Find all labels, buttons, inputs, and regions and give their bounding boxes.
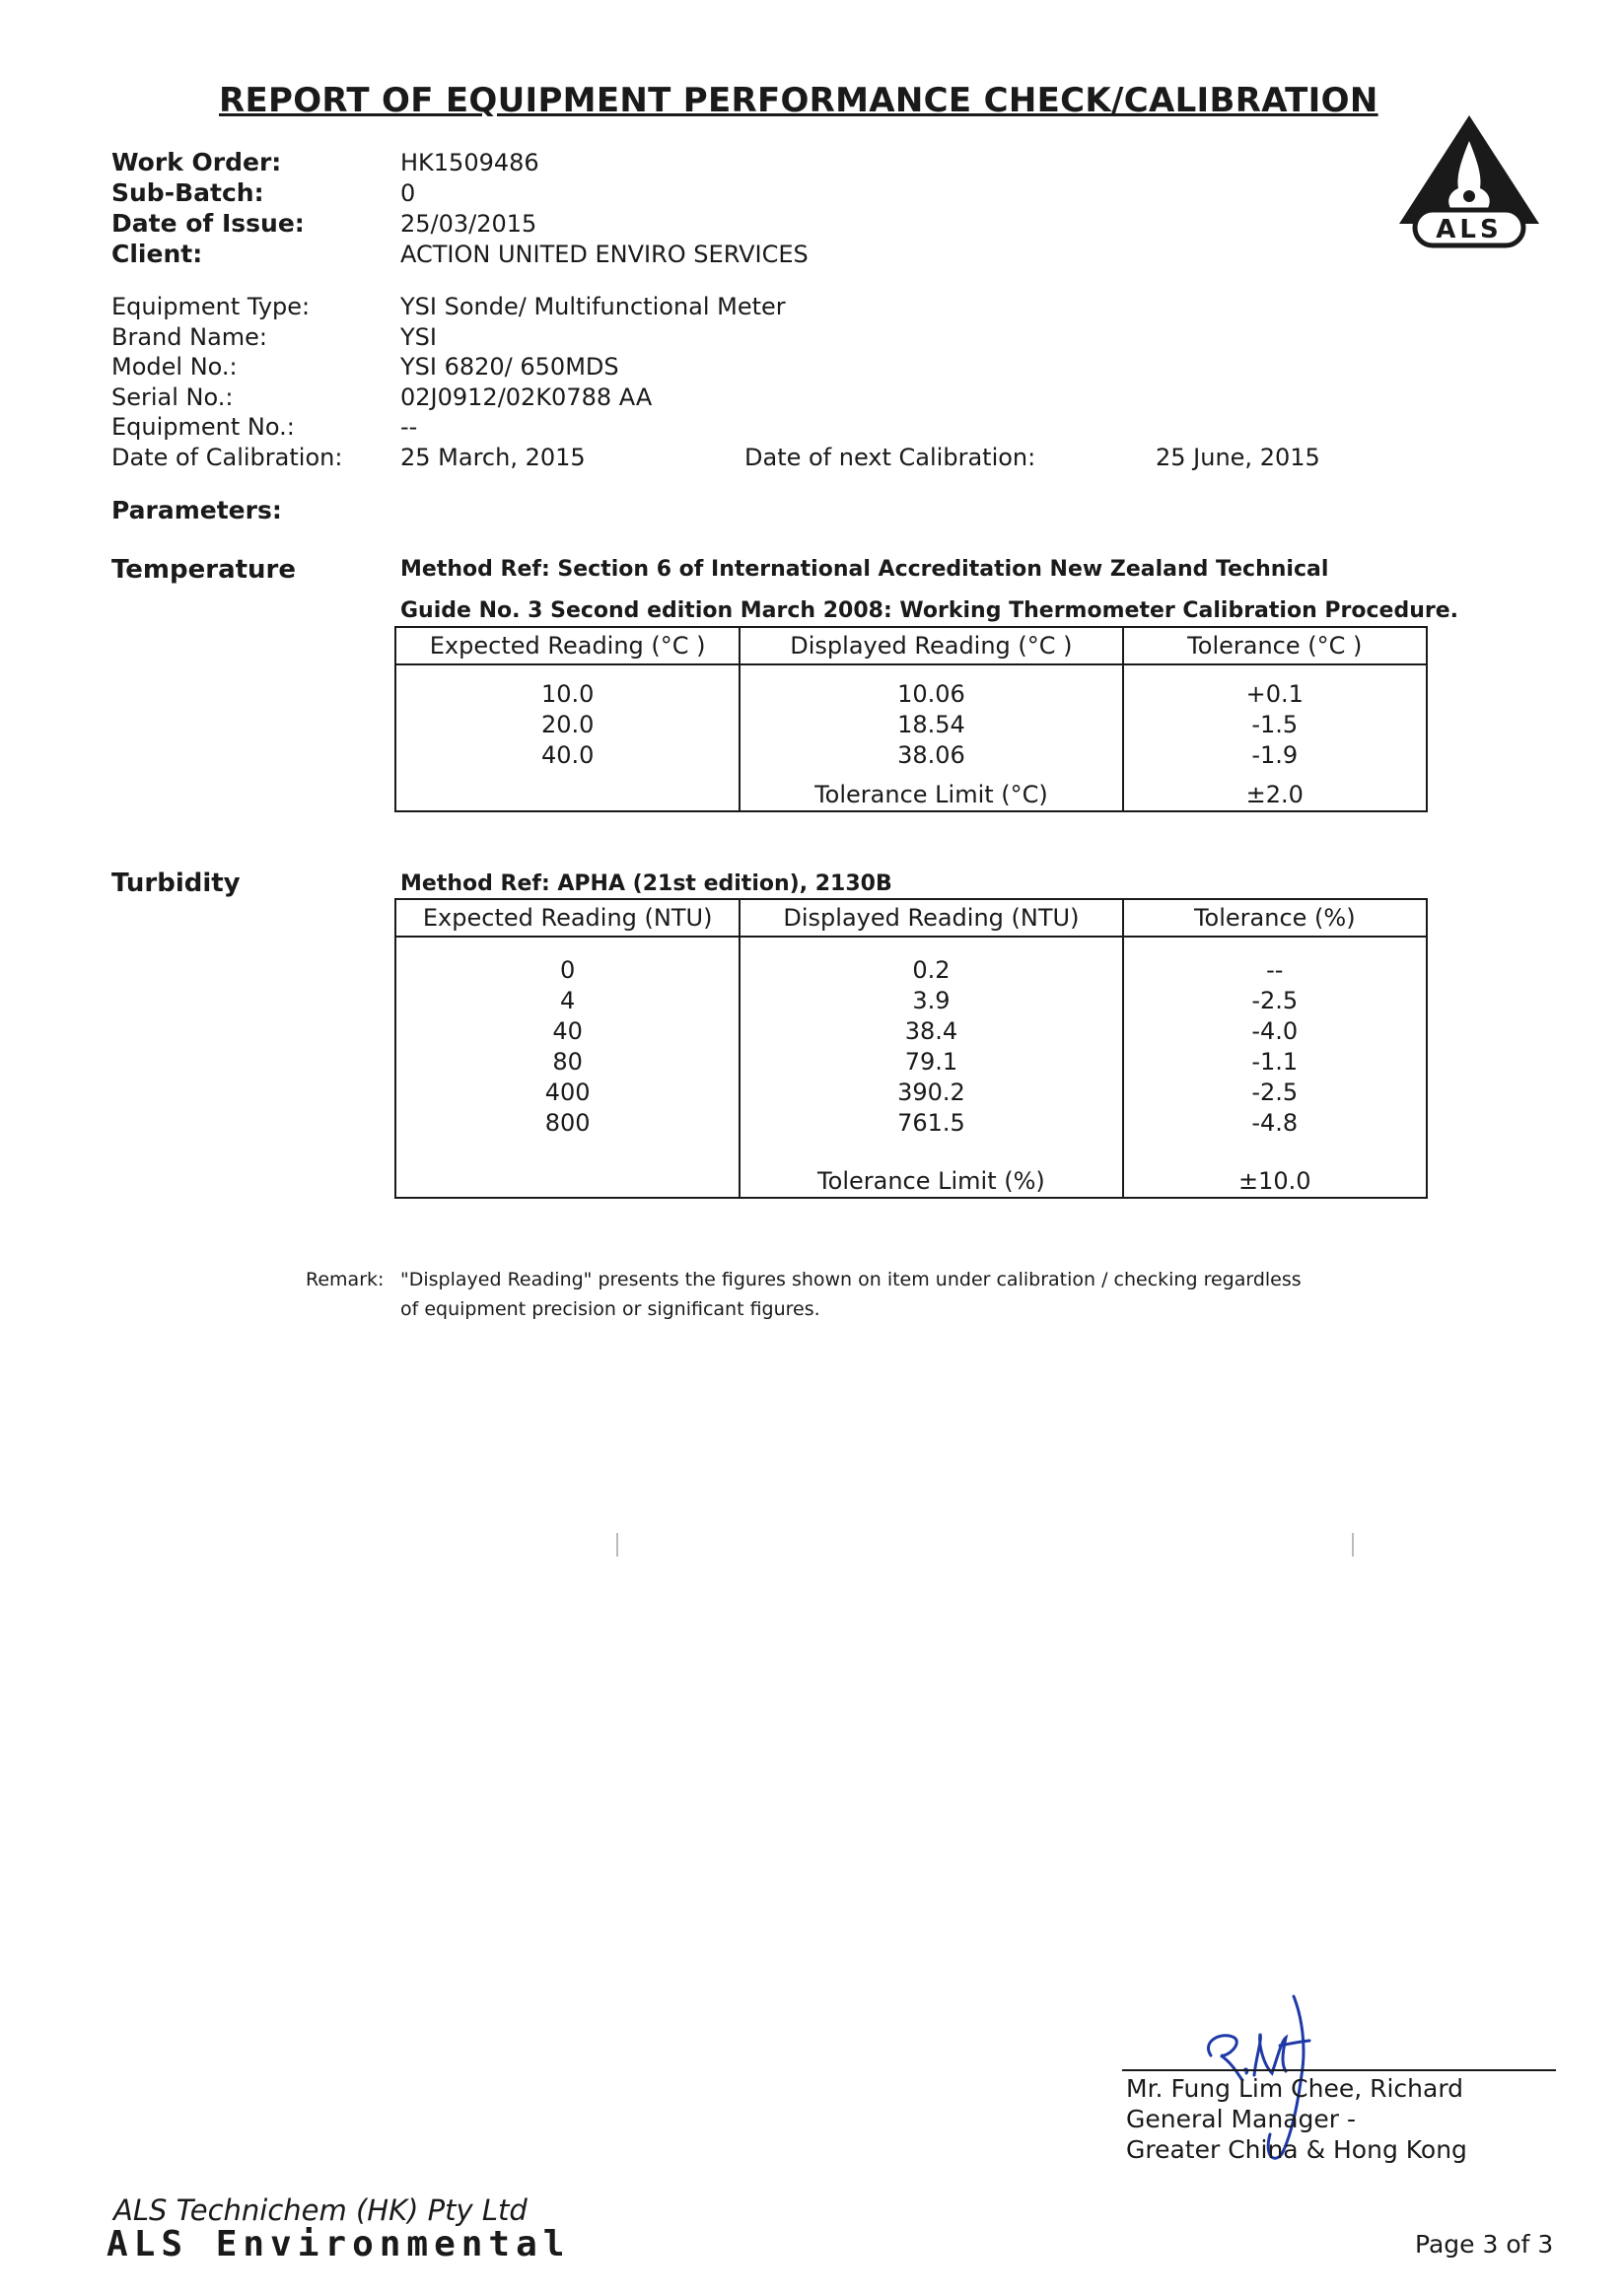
tolerance-value: -4.8 [1251, 1109, 1299, 1137]
remark-line2: of equipment precision or significant figures. [400, 1298, 820, 1320]
displayed-value: 18.54 [897, 711, 965, 738]
date-of-issue-value: 25/03/2015 [400, 210, 537, 238]
expected-values-cell [395, 937, 740, 1139]
header-expected-reading: Expected Reading (NTU) [395, 899, 740, 937]
temperature-method-line1: Method Ref: Section 6 of International Accreditation New Zealand Technical [400, 557, 1329, 582]
equipment-type-value: YSI Sonde/ Multifunctional Meter [400, 293, 786, 320]
header-tolerance: Tolerance (%) [1123, 899, 1427, 937]
next-calibration-value: 25 June, 2015 [1156, 444, 1320, 471]
temperature-table [394, 626, 1428, 812]
empty-cell [395, 1139, 740, 1198]
tolerance-value: -- [1266, 956, 1284, 984]
expected-value: 10.0 [540, 680, 595, 708]
displayed-values-cell [740, 937, 1122, 1139]
displayed-value: 390.2 [897, 1078, 965, 1106]
tolerance-values-cell [1123, 937, 1427, 1139]
displayed-value: 10.06 [897, 680, 965, 708]
turbidity-table [394, 898, 1428, 1199]
signature-line [1122, 2069, 1556, 2071]
calibration-date-value: 25 March, 2015 [400, 444, 586, 471]
brand-name-label: Brand Name: [111, 323, 268, 351]
work-order-value: HK1509486 [400, 149, 539, 176]
report-title: REPORT OF EQUIPMENT PERFORMANCE CHECK/CALIBRATION [219, 81, 1378, 120]
signatory-name: Mr. Fung Lim Chee, Richard [1126, 2074, 1464, 2103]
header-displayed-reading: Displayed Reading (°C ) [740, 627, 1122, 664]
turbidity-values-row [395, 937, 1427, 1139]
tolerance-value: -2.5 [1251, 987, 1299, 1014]
equipment-no-label: Equipment No.: [111, 413, 295, 441]
model-no-label: Model No.: [111, 353, 238, 381]
scan-mark [616, 1533, 618, 1557]
displayed-value: 3.9 [912, 987, 951, 1014]
brand-name-value: YSI [400, 323, 437, 351]
page-number: Page 3 of 3 [1415, 2230, 1554, 2259]
header-displayed-reading: Displayed Reading (NTU) [740, 899, 1122, 937]
parameters-label: Parameters: [111, 496, 282, 524]
tolerance-value: -1.5 [1251, 711, 1299, 738]
displayed-value: 79.1 [904, 1048, 958, 1076]
sub-batch-value: 0 [400, 179, 416, 207]
company-name: ALS Technichem (HK) Pty Ltd [113, 2193, 528, 2227]
expected-value: 20.0 [540, 711, 595, 738]
temperature-values-row [395, 664, 1427, 771]
equipment-type-label: Equipment Type: [111, 293, 311, 320]
tolerance-limit-value: ±2.0 [1123, 771, 1427, 811]
displayed-value: 38.4 [904, 1017, 958, 1045]
temperature-section-label: Temperature [111, 555, 297, 585]
expected-value: 400 [544, 1078, 591, 1106]
calibration-date-label: Date of Calibration: [111, 444, 343, 471]
turbidity-section-label: Turbidity [111, 869, 241, 898]
tolerance-limit-label: Tolerance Limit (%) [740, 1139, 1122, 1198]
model-no-value: YSI 6820/ 650MDS [400, 353, 619, 381]
turbidity-header-row [395, 899, 1427, 937]
tolerance-values-cell [1123, 664, 1427, 771]
temperature-limit-row [395, 771, 1427, 811]
logo-text: ALS [1436, 215, 1503, 244]
header-expected-reading: Expected Reading (°C ) [395, 627, 740, 664]
serial-no-value: 02J0912/02K0788 AA [400, 383, 653, 411]
turbidity-method: Method Ref: APHA (21st edition), 2130B [400, 871, 892, 896]
tolerance-value: -1.1 [1251, 1048, 1299, 1076]
tolerance-value: +0.1 [1245, 680, 1304, 708]
header-tolerance: Tolerance (°C ) [1123, 627, 1427, 664]
expected-values-cell [395, 664, 740, 771]
scan-mark [1352, 1533, 1354, 1557]
equipment-no-value: -- [400, 413, 418, 441]
displayed-value: 0.2 [912, 956, 951, 984]
displayed-values-cell [740, 664, 1122, 771]
displayed-value: 761.5 [897, 1109, 965, 1137]
expected-value: 0 [560, 956, 576, 984]
client-value: ACTION UNITED ENVIRO SERVICES [400, 241, 809, 268]
expected-value: 80 [552, 1048, 583, 1076]
tolerance-limit-value: ±10.0 [1123, 1139, 1427, 1198]
signatory-region: Greater China & Hong Kong [1126, 2135, 1467, 2164]
als-logo-icon [1395, 113, 1543, 251]
client-label: Client: [111, 240, 203, 268]
expected-value: 4 [560, 987, 576, 1014]
turbidity-limit-row [395, 1139, 1427, 1198]
temperature-header-row [395, 627, 1427, 664]
tolerance-value: -2.5 [1251, 1078, 1299, 1106]
tolerance-value: -1.9 [1251, 741, 1299, 769]
expected-value: 800 [544, 1109, 591, 1137]
signatory-title: General Manager - [1126, 2105, 1357, 2133]
remark-label: Remark: [306, 1269, 385, 1290]
expected-value: 40.0 [540, 741, 595, 769]
empty-cell [395, 771, 740, 811]
displayed-value: 38.06 [897, 741, 965, 769]
work-order-label: Work Order: [111, 148, 282, 176]
expected-value: 40 [552, 1017, 583, 1045]
tolerance-limit-label: Tolerance Limit (°C) [740, 771, 1122, 811]
remark-line1: "Displayed Reading" presents the figures shown on item under calibration / checking regardless [400, 1269, 1302, 1290]
serial-no-label: Serial No.: [111, 383, 234, 411]
als-environmental-brand: ALS Environmental [106, 2224, 571, 2264]
tolerance-value: -4.0 [1251, 1017, 1299, 1045]
temperature-method-line2: Guide No. 3 Second edition March 2008: Working Thermometer Calibration Procedure. [400, 598, 1458, 623]
next-calibration-label: Date of next Calibration: [744, 444, 1036, 471]
date-of-issue-label: Date of Issue: [111, 209, 305, 238]
sub-batch-label: Sub-Batch: [111, 178, 264, 207]
